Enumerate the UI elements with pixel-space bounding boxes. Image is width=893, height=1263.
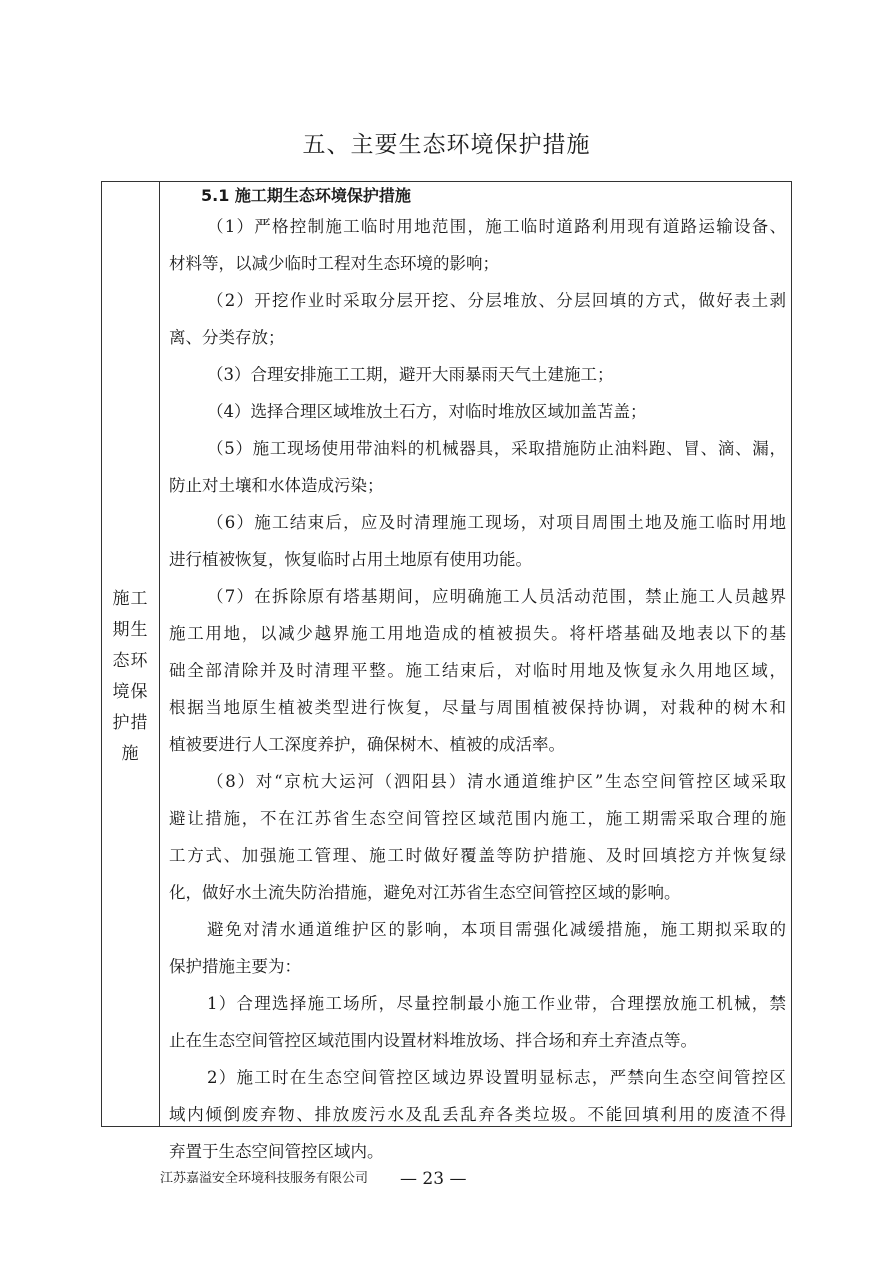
column-divider	[159, 182, 160, 1126]
page-title: 五、主要生态环境保护措施	[302, 132, 591, 158]
text-line: 施工用地，以减少越界施工用地造成的植被损失。将杆塔基础及地表以下的基	[169, 624, 786, 643]
text-line: 1）合理选择施工场所，尽量控制最小施工作业带，合理摆放施工机械，禁	[207, 994, 786, 1013]
paragraph-8	[169, 763, 786, 911]
text-line: （2）开挖作业时采取分层开挖、分层堆放、分层回填的方式，做好表土剥	[207, 291, 786, 310]
text-line: （3）合理安排施工工期，避开大雨暴雨天气土建施工；	[207, 365, 614, 384]
paragraph-4	[169, 393, 786, 430]
text-line: （4）选择合理区域堆放土石方，对临时堆放区域加盖苫盖；	[207, 402, 647, 421]
page-footer	[160, 1164, 760, 1194]
side-label-line: 境保	[112, 682, 149, 702]
paragraph-9	[169, 911, 786, 985]
text-line: 化，做好水土流失防治措施，避免对江苏省生态空间管控区域的影响。	[169, 883, 681, 902]
side-label-line: 施	[121, 744, 140, 764]
text-line: 保护措施主要为：	[169, 957, 301, 976]
text-line: 进行植被恢复，恢复临时占用土地原有使用功能。	[169, 550, 532, 569]
page-number: — 23 —	[400, 1169, 467, 1189]
paragraph-11	[169, 1059, 786, 1170]
paragraph-2	[169, 282, 786, 356]
side-label-line: 态环	[112, 651, 149, 671]
paragraph-6	[169, 504, 786, 578]
paragraph-5	[169, 430, 786, 504]
text-line: 离、分类存放；	[169, 328, 285, 347]
paragraph-10	[169, 985, 786, 1059]
section-heading: 5.1 施工期生态环境保护措施	[201, 186, 411, 205]
text-line: 避免对清水通道维护区的影响，本项目需强化减缓措施，施工期拟采取的	[207, 920, 786, 939]
paragraph-1	[169, 208, 786, 282]
side-label-line: 护措	[112, 713, 149, 733]
text-line: （1）严格控制施工临时用地范围，施工临时道路利用现有道路运输设备、	[207, 217, 786, 236]
text-line: 域内倾倒废弃物、排放废污水及乱丢乱弃各类垃圾。不能回填利用的废渣不得	[169, 1105, 786, 1124]
text-line: （5）施工现场使用带油料的机械器具，采取措施防止油料跑、冒、滴、漏，	[207, 439, 786, 458]
footer-company: 江苏嘉溢安全环境科技服务有限公司	[160, 1171, 369, 1186]
text-line: 根据当地原生植被类型进行恢复，尽量与周围植被保持协调，对栽种的树木和	[169, 698, 786, 717]
side-label-line: 期生	[112, 620, 149, 640]
text-line: 防止对土壤和水体造成污染；	[169, 476, 384, 495]
side-label	[102, 584, 159, 770]
paragraph-7	[169, 578, 786, 763]
text-line: 止在生态空间管控区域范围内设置材料堆放场、拌合场和弃土弃渣点等。	[169, 1031, 697, 1050]
text-line: （6）施工结束后，应及时清理施工现场，对项目周围土地及施工临时用地	[207, 513, 786, 532]
text-line: 工方式、加强施工管理、施工时做好覆盖等防护措施、及时回填挖方并恢复绿	[169, 846, 786, 865]
text-line: （8）对“京杭大运河（泗阳县）清水通道维护区”生态空间管控区域采取	[207, 772, 786, 791]
text-line: （7）在拆除原有塔基期间，应明确施工人员活动范围，禁止施工人员越界	[207, 587, 786, 606]
text-line: 避让措施，不在江苏省生态空间管控区域范围内施工，施工期需采取合理的施	[169, 809, 786, 828]
side-label-line: 施工	[112, 589, 149, 609]
text-line: 础全部清除并及时清理平整。施工结束后，对临时用地及恢复永久用地区域，	[169, 661, 786, 680]
measures-content	[169, 182, 786, 1170]
paragraph-3	[169, 356, 786, 393]
text-line: 2）施工时在生态空间管控区域边界设置明显标志，严禁向生态空间管控区	[207, 1068, 786, 1087]
text-line: 材料等，以减少临时工程对生态环境的影响；	[169, 254, 499, 273]
text-line: 植被要进行人工深度养护，确保树木、植被的成活率。	[169, 735, 565, 754]
text-line: 弃置于生态空间管控区域内。	[169, 1142, 384, 1161]
measures-table	[101, 181, 792, 1161]
